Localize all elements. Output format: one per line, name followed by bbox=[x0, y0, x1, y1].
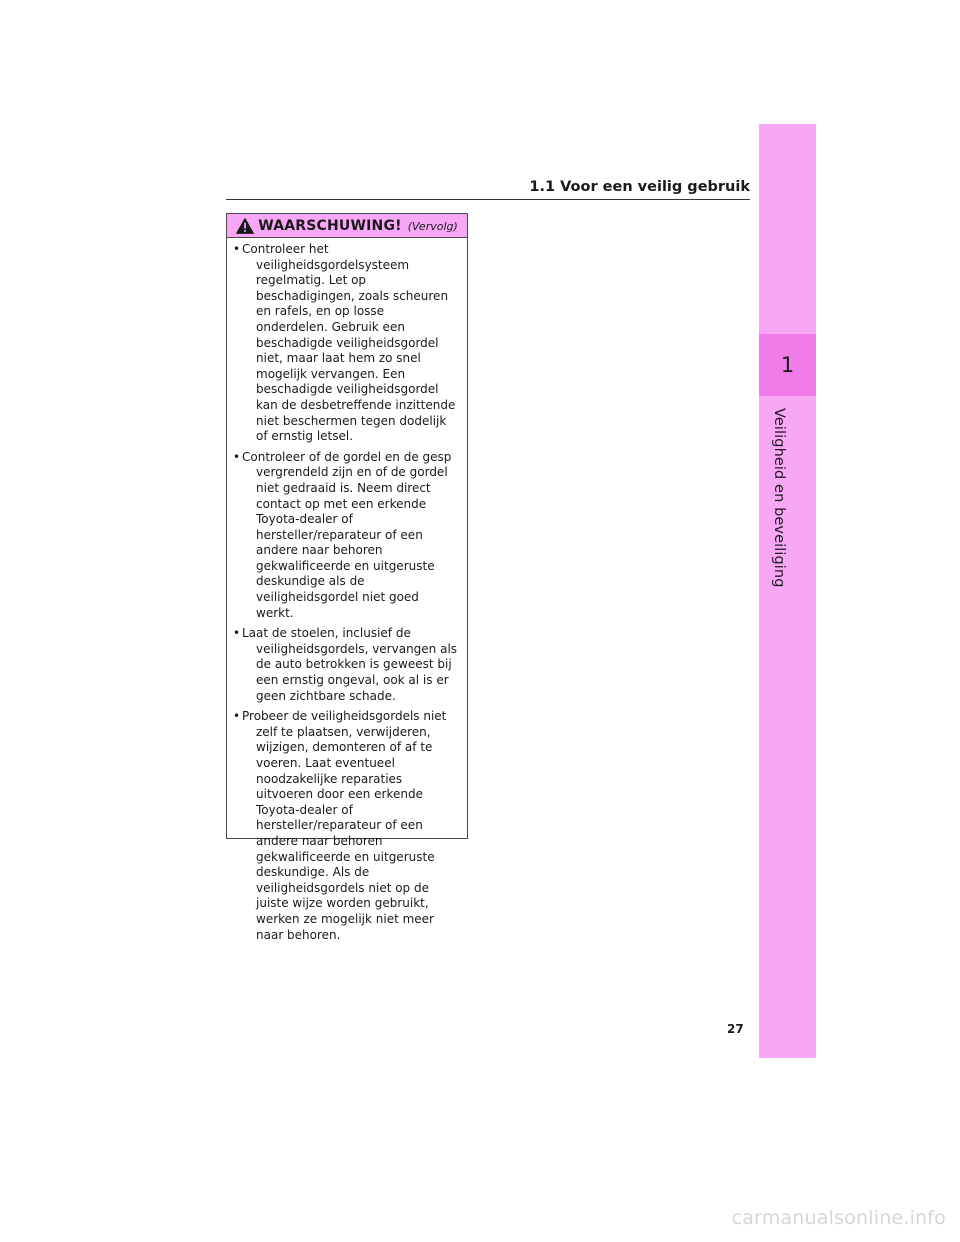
bullet: • bbox=[232, 242, 241, 256]
warning-title: WAARSCHUWING! bbox=[258, 217, 402, 234]
warning-continued-label: (Vervolg) bbox=[407, 220, 458, 233]
warning-triangle-icon bbox=[236, 218, 254, 234]
list-item bbox=[231, 242, 459, 445]
watermark[interactable]: carmanualsonline.info bbox=[731, 1207, 946, 1229]
list-item bbox=[231, 450, 459, 622]
bullet: • bbox=[232, 709, 241, 724]
section-header: 1.1 Voor een veilig gebruik bbox=[529, 179, 750, 195]
list-item bbox=[231, 626, 459, 704]
warning-list bbox=[227, 238, 467, 943]
warning-item-text: Laat de stoelen, inclusief de veiligheidsgordels, vervangen als de auto betrokken is geweest bij een ernstig ongeval, ook al is er geen zichtbare schade. bbox=[242, 626, 458, 703]
chapter-number: 1 bbox=[780, 353, 795, 377]
header-divider bbox=[226, 199, 750, 200]
chapter-side-tab bbox=[759, 124, 816, 1058]
bullet: • bbox=[232, 449, 241, 464]
warning-box bbox=[226, 213, 468, 942]
warning-item-text: Probeer de veiligheidsgordels niet zelf te plaatsen, verwijderen, wijzigen, demonteren of af te voeren. Laat eventueel noodzakelijke reparaties uitvoeren door een erkende Toyota-dealer of hersteller/reparateur of een andere naar behoren gekwalificeerde en uitgeruste deskundige. Als de veiligheidsgordels niet op de juiste wijze worden gebruikt, werken ze mogelijk niet meer naar behoren. bbox=[242, 709, 447, 942]
warning-item-text: Controleer het veiligheidsgordelsysteem regelmatig. Let op beschadigingen, zoals scheuren en rafels, en op losse onderdelen. Gebruik een beschadigde veiligheidsgordel niet, maar laat hem zo snel mogelijk vervangen. Een beschadigde veiligheidsgordel kan de desbetreffende inzittende niet beschermen tegen dodelijk of ernstig letsel. bbox=[242, 242, 456, 444]
page-number: 27 bbox=[727, 1022, 744, 1036]
bullet: • bbox=[232, 626, 241, 641]
warning-header bbox=[227, 214, 467, 238]
list-item bbox=[231, 709, 459, 943]
chapter-title: Veiligheid en beveiliging bbox=[771, 408, 787, 588]
warning-item-text: Controleer of de gordel en de gesp vergrendeld zijn en of de gordel niet gedraaid is. Neem direct contact op met een erkende Toyota-dealer of hersteller/reparateur of een andere naar behoren gekwalificeerde en uitgeruste deskundige als de veiligheidsgordel niet goed werkt. bbox=[242, 449, 452, 620]
